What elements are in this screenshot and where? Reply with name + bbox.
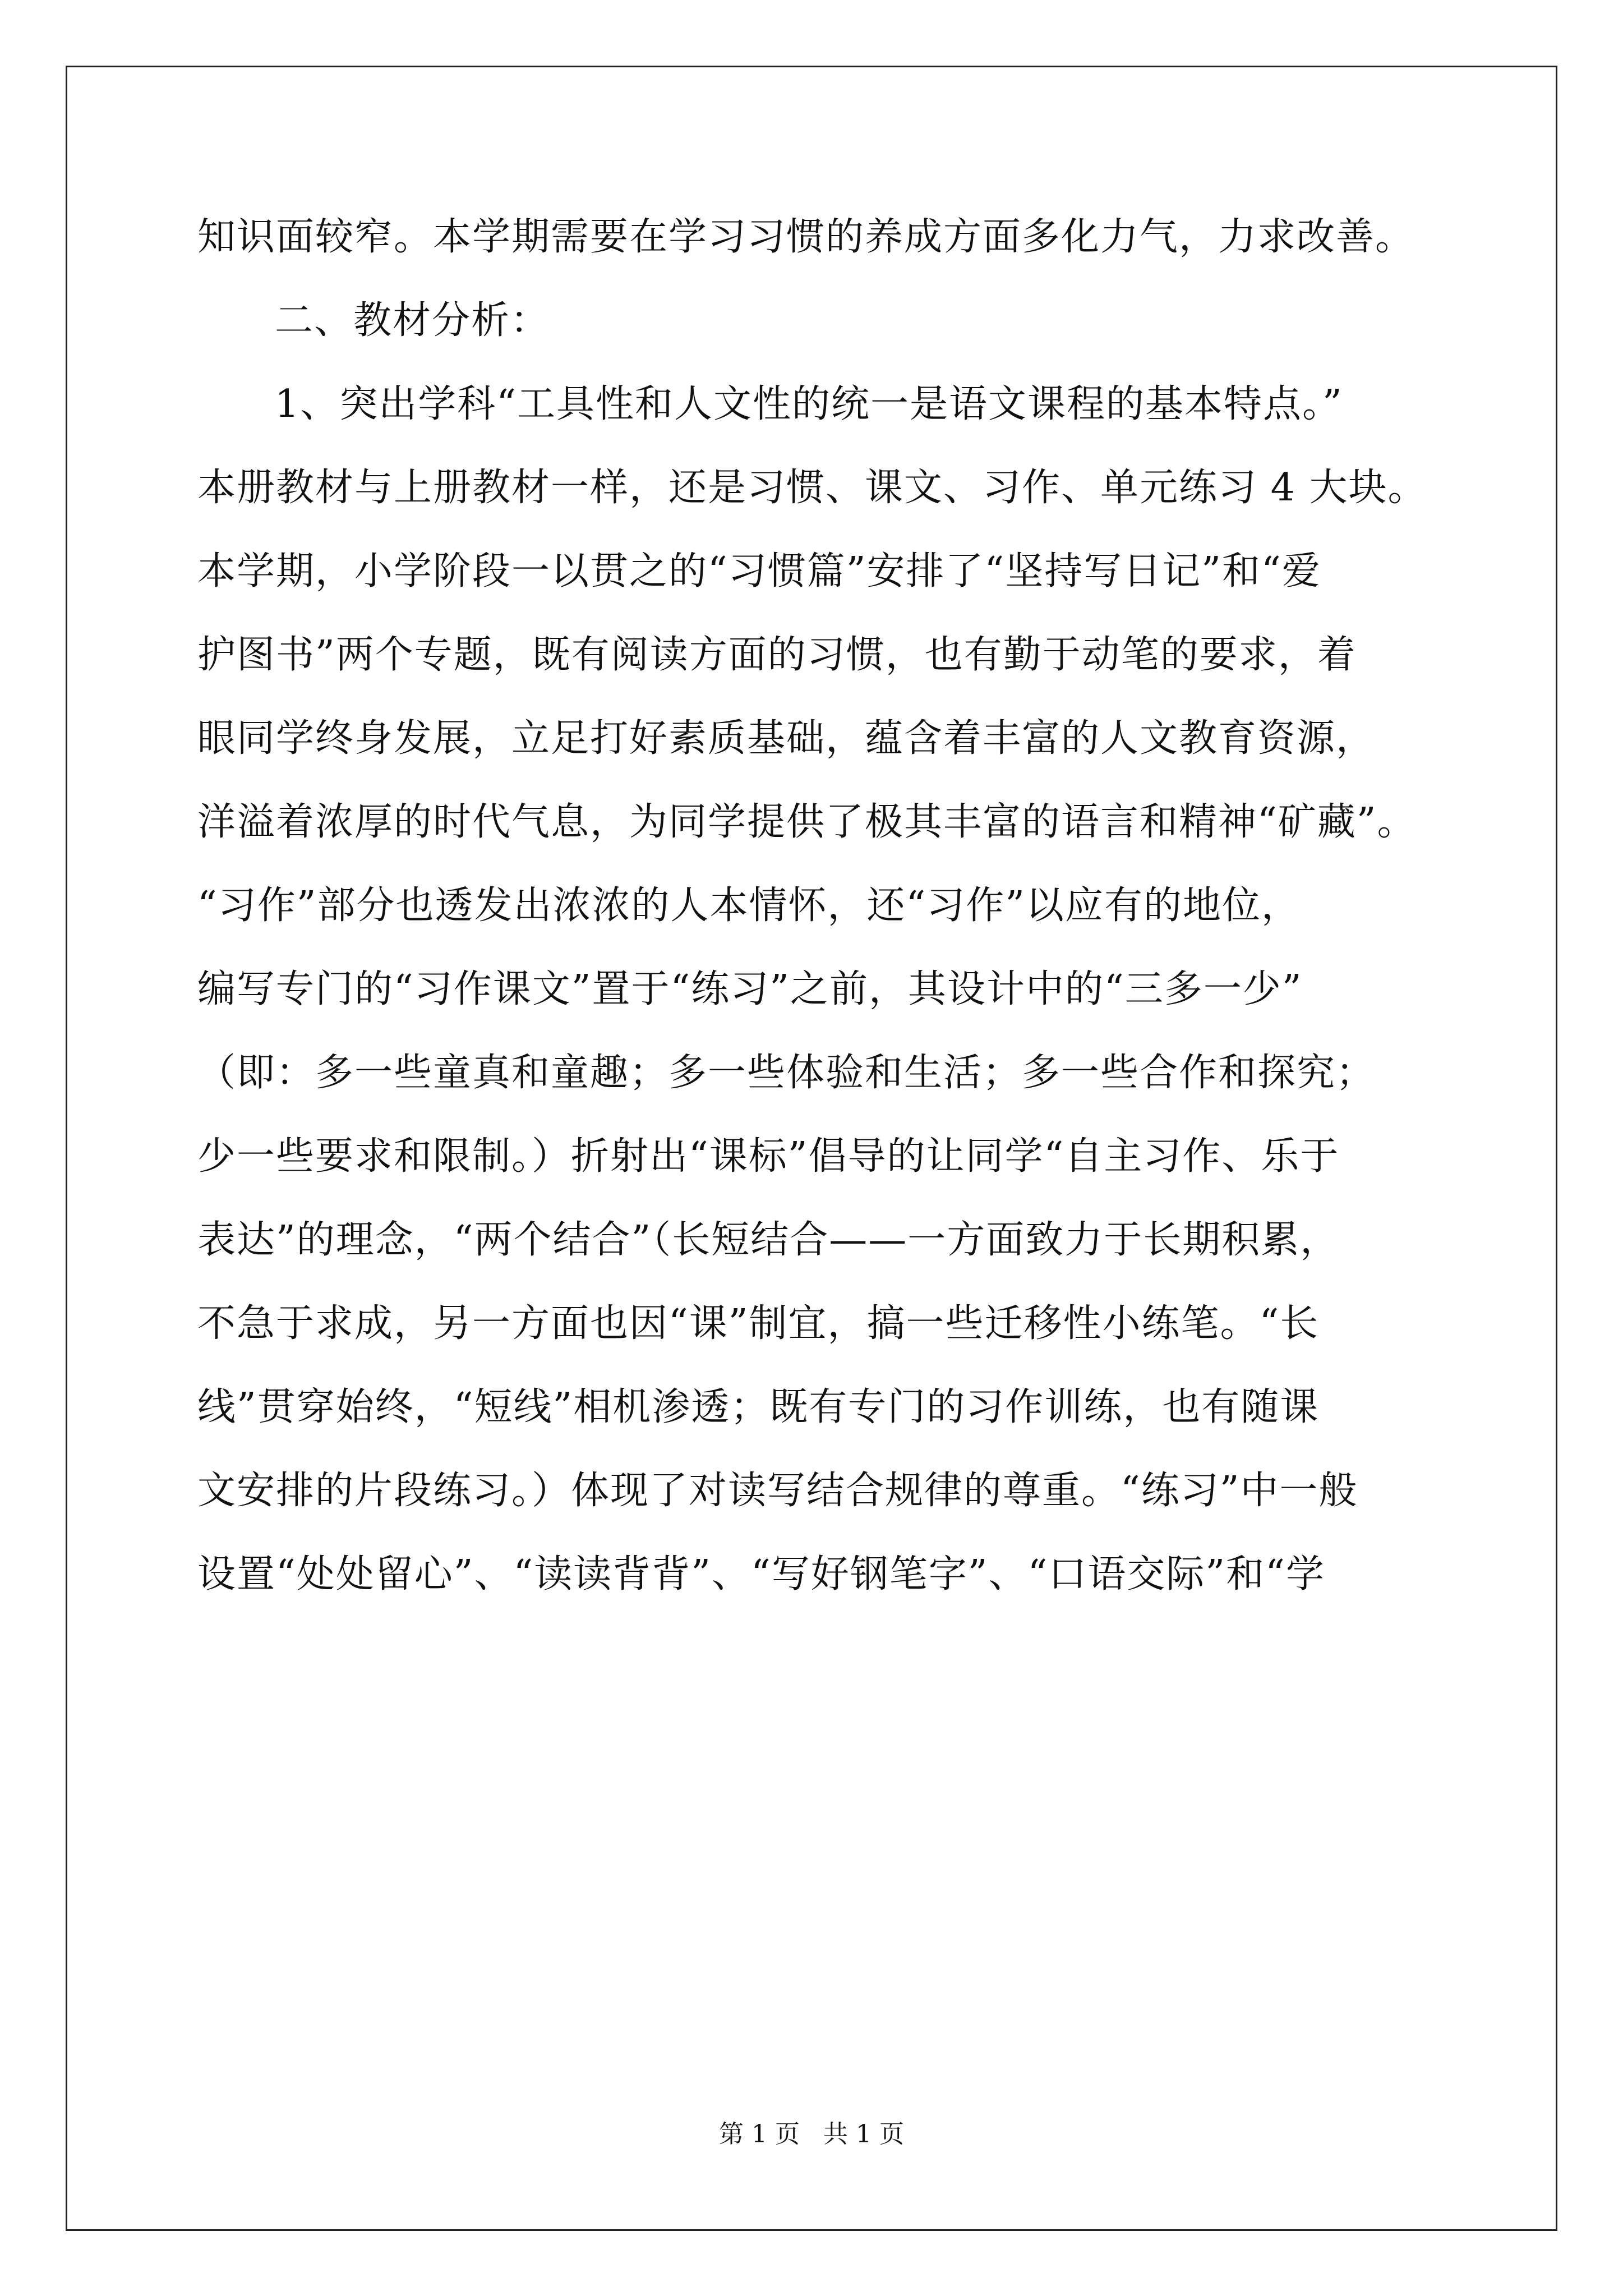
text-line: （即：多一些童真和童趣；多一些体验和生活；多一些合作和探究； — [197, 1051, 1376, 1095]
text-line: 文安排的片段练习。）体现了对读写结合规律的尊重。“练习”中一般 — [197, 1469, 1358, 1513]
text-line: 线”贯穿始终，“短线”相机渗透；既有专门的习作训练，也有随课 — [197, 1385, 1320, 1429]
text-line: 本学期，小学阶段一以贯之的“习惯篇”安排了“坚持写日记”和“爱 — [197, 549, 1321, 593]
text-line: 洋溢着浓厚的时代气息，为同学提供了极其丰富的语言和精神“矿藏”。 — [197, 800, 1417, 844]
text-line: 不急于求成，另一方面也因“课”制宜，搞一些迁移性小练笔。“长 — [197, 1301, 1320, 1346]
section-heading: 二、教材分析： — [275, 298, 550, 343]
text-line: 本册教材与上册教材一样，还是习惯、课文、习作、单元练习 4 大块。 — [197, 466, 1427, 510]
text-line: “习作”部分也透发出浓浓的人本情怀，还“习作”以应有的地位， — [197, 884, 1301, 928]
text-line: 1、突出学科“工具性和人文性的统一是语文课程的基本特点。” — [275, 382, 1343, 426]
text-line: 表达”的理念，“两个结合”（长短结合——一方面致力于长期积累， — [197, 1218, 1340, 1262]
text-line: 知识面较窄。本学期需要在学习习惯的养成方面多化力气，力求改善。 — [197, 215, 1415, 259]
page-footer: 第 1 页 共 1 页 — [719, 2120, 904, 2148]
text-line: 护图书”两个专题，既有阅读方面的习惯，也有勤于动笔的要求，着 — [197, 633, 1357, 677]
text-line: 编写专门的“习作课文”置于“练习”之前，其设计中的“三多一少” — [197, 967, 1303, 1011]
text-line: 眼同学终身发展，立足打好素质基础，蕴含着丰富的人文教育资源， — [197, 716, 1376, 761]
text-line: 设置“处处留心”、“读读背背”、“写好钢笔字”、“口语交际”和“学 — [197, 1552, 1325, 1596]
text-line: 少一些要求和限制。）折射出“课标”倡导的让同学“自主习作、乐于 — [197, 1134, 1340, 1179]
